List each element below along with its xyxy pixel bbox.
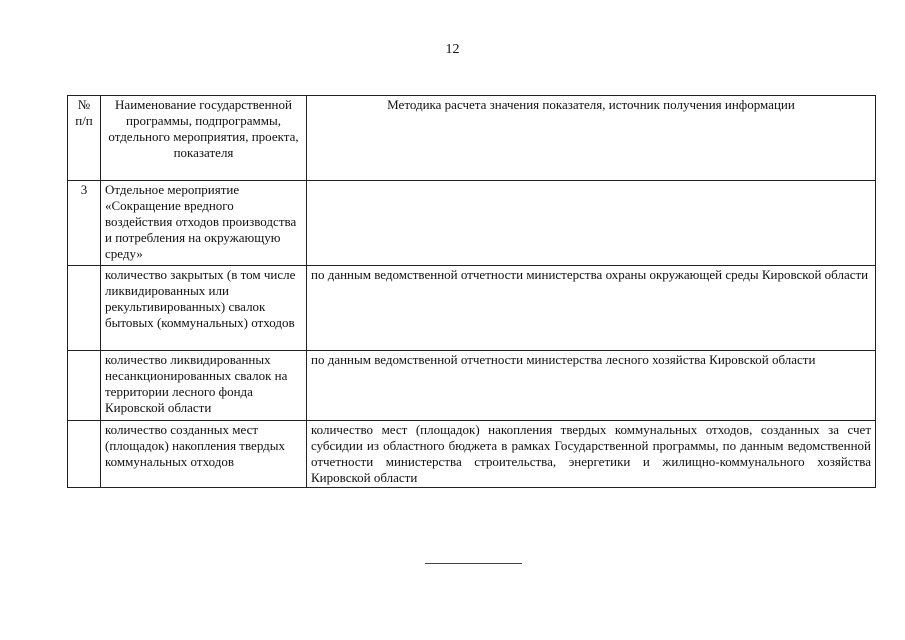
table-header-row	[68, 96, 876, 181]
table-row	[68, 421, 876, 488]
row-name: Отдельное мероприятие «Сокращение вредного воздействия отходов производства и потребления на окружающую среду»	[101, 181, 307, 266]
row-method	[307, 181, 876, 266]
row-method: по данным ведомственной отчетности министерства лесного хозяйства Кировской области	[307, 351, 876, 421]
indicator-table	[67, 95, 876, 488]
row-name: количество закрытых (в том числе ликвидированных или рекультивированных) свалок бытовых (коммунальных) отходов	[101, 266, 307, 351]
table-row	[68, 181, 876, 266]
row-name: количество созданных мест (площадок) накопления твердых коммунальных отходов	[101, 421, 307, 488]
row-number	[68, 266, 101, 351]
header-method: Методика расчета значения показателя, источник получения информации	[307, 96, 876, 181]
row-number: 3	[68, 181, 101, 266]
header-number: № п/п	[68, 96, 101, 181]
header-name: Наименование государственной программы, подпрограммы, отдельного мероприятия, проекта, показателя	[101, 96, 307, 181]
table-row	[68, 351, 876, 421]
footer-divider	[425, 563, 522, 564]
row-number	[68, 351, 101, 421]
row-method: количество мест (площадок) накопления твердых коммунальных отходов, созданных за счет субсидии из областного бюджета в рамках Государственной программы, по данным ведомственной отчетности министерства строительства, энергетики и жилищно-коммунального хозяйства Кировской области	[307, 421, 876, 488]
table-row	[68, 266, 876, 351]
row-method: по данным ведомственной отчетности министерства охраны окружающей среды Кировской области	[307, 266, 876, 351]
row-name: количество ликвидированных несанкционированных свалок на территории лесного фонда Кировской области	[101, 351, 307, 421]
row-number	[68, 421, 101, 488]
page-number: 12	[445, 42, 460, 57]
